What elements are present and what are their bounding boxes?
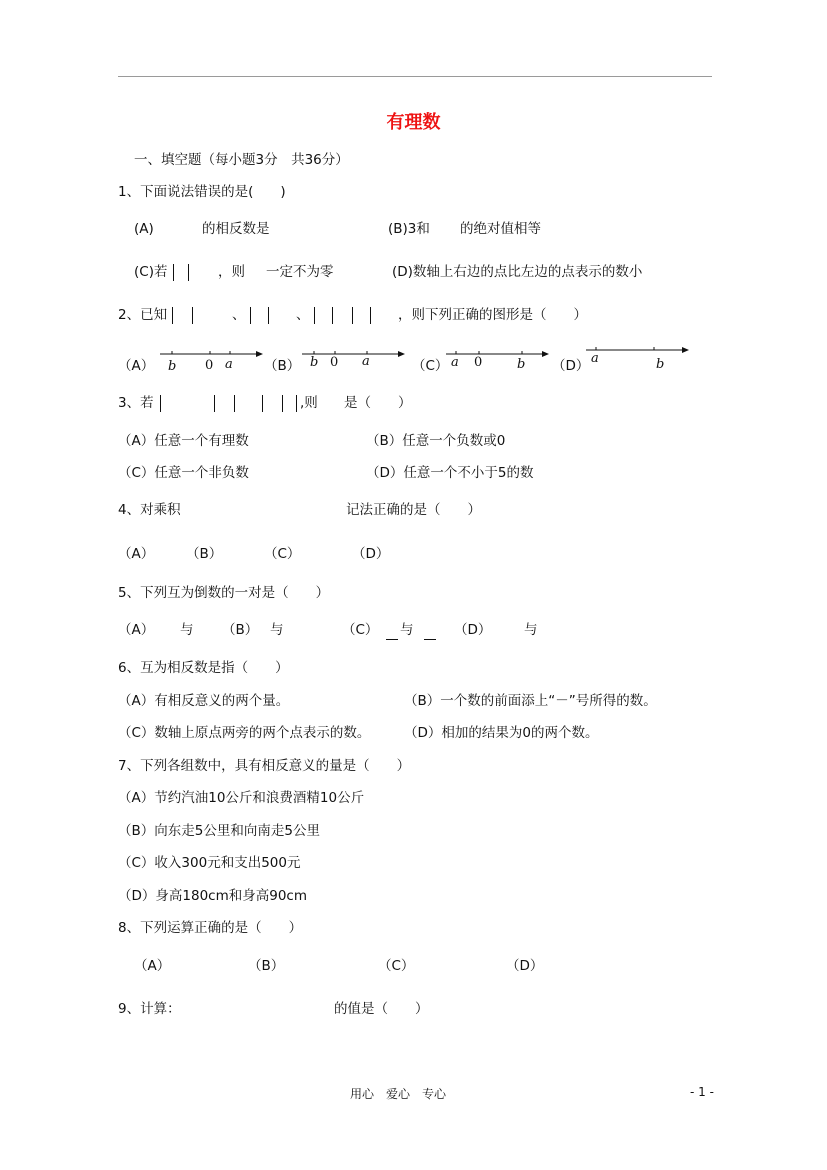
q2-tail: ，则下列正确的图形是（ ） xyxy=(398,307,587,323)
label-zero: 0 xyxy=(474,355,483,370)
q1-option-d: (D)数轴上右边的点比左边的点表示的数小 xyxy=(392,264,643,280)
question-6-stem: 6、互为相反数是指（ ） xyxy=(118,660,289,676)
q5-option-d-label: （D） xyxy=(454,622,492,638)
abs-bar xyxy=(352,307,353,324)
q6-option-a: （A）有相反意义的两个量。 xyxy=(118,693,290,709)
label-zero: 0 xyxy=(205,358,214,373)
label-b: b xyxy=(656,357,665,372)
question-2-stem: 2、已知 xyxy=(118,307,168,323)
q8-option-a: （A） xyxy=(134,958,171,974)
q2-separator: 、 xyxy=(232,307,246,323)
fraction-bar xyxy=(424,621,436,640)
question-9-stem: 9、计算： xyxy=(118,1001,181,1017)
label-b: b xyxy=(517,357,526,372)
q7-option-c: （C）收入300元和支出500元 xyxy=(118,855,301,871)
q1-option-c-mid: ，则 xyxy=(218,264,245,280)
number-line-b xyxy=(302,344,406,374)
abs-bar xyxy=(214,395,215,412)
q7-option-a: （A）节约汽油10公斤和浪费酒精10公斤 xyxy=(118,790,365,806)
question-5-stem: 5、下列互为倒数的一对是（ ） xyxy=(118,585,330,601)
q8-option-c: （C） xyxy=(378,958,415,974)
label-a: a xyxy=(362,354,370,369)
q3-option-b: （B）任意一个负数或0 xyxy=(366,433,506,449)
page-title: 有理数 xyxy=(386,112,441,133)
q6-option-b: （B）一个数的前面添上“－”号所得的数。 xyxy=(404,693,657,709)
q3-tail-2: 是（ ） xyxy=(344,395,412,411)
q4-option-c: （C） xyxy=(264,546,301,562)
q5-option-d-with: 与 xyxy=(524,622,538,638)
number-line-c xyxy=(446,344,550,374)
q1-option-b-label: (B)3和 xyxy=(388,221,430,237)
q8-option-d: （D） xyxy=(506,958,544,974)
abs-bar xyxy=(314,307,315,324)
label-a: a xyxy=(591,351,599,366)
abs-bar xyxy=(192,307,193,324)
fraction-bar xyxy=(386,621,398,640)
q5-option-c-label: （C） xyxy=(342,622,379,638)
abs-bar xyxy=(188,264,189,281)
abs-bar xyxy=(268,307,269,324)
abs-bar xyxy=(172,307,173,324)
question-4-stem: 4、对乘积 xyxy=(118,502,181,518)
header-rule xyxy=(118,76,712,77)
q2-option-d-label: （D） xyxy=(552,358,590,374)
q4-option-b: （B） xyxy=(186,546,223,562)
question-8-stem: 8、下列运算正确的是（ ） xyxy=(118,920,303,936)
q3-option-a: （A）任意一个有理数 xyxy=(118,433,249,449)
q4-tail: 记法正确的是（ ） xyxy=(346,502,481,518)
q3-option-c: （C）任意一个非负数 xyxy=(118,465,249,481)
q1-option-a-label: (A) xyxy=(134,221,154,237)
abs-bar xyxy=(173,264,174,281)
label-b: b xyxy=(310,355,319,370)
q6-option-c: （C）数轴上原点两旁的两个点表示的数。 xyxy=(118,725,371,741)
q1-option-a-text: 的相反数是 xyxy=(202,221,270,237)
q4-option-a: （A） xyxy=(118,546,155,562)
abs-bar xyxy=(262,395,263,412)
section-heading: 一、填空题（每小题3分 共36分） xyxy=(134,152,349,168)
label-zero: 0 xyxy=(330,355,339,370)
label-b: b xyxy=(168,359,177,374)
q8-option-b: （B） xyxy=(248,958,285,974)
q3-option-d: （D）任意一个不小于5的数 xyxy=(366,465,534,481)
label-a: a xyxy=(225,357,233,372)
q1-option-c-text: 一定不为零 xyxy=(266,264,334,280)
label-a: a xyxy=(451,355,459,370)
abs-bar xyxy=(282,395,283,412)
question-7-stem: 7、下列各组数中，具有相反意义的量是（ ） xyxy=(118,758,411,774)
q5-option-b-with: 与 xyxy=(270,622,284,638)
footer-motto: 用心 爱心 专心 xyxy=(350,1087,447,1101)
q3-tail: ,则 xyxy=(300,395,318,411)
page-number: - 1 - xyxy=(690,1085,714,1099)
abs-bar xyxy=(234,395,235,412)
number-line-a xyxy=(160,344,264,374)
q6-option-d: （D）相加的结果为0的两个数。 xyxy=(404,725,599,741)
abs-bar xyxy=(160,395,161,412)
q5-option-b-label: （B） xyxy=(222,622,259,638)
question-3-stem: 3、若 xyxy=(118,395,154,411)
q2-separator: 、 xyxy=(296,307,310,323)
question-1-stem: 1、下面说法错误的是( ) xyxy=(118,184,286,200)
q5-option-c-with: 与 xyxy=(400,622,414,638)
abs-bar xyxy=(250,307,251,324)
abs-bar xyxy=(370,307,371,324)
q2-option-a-label: （A） xyxy=(118,358,155,374)
number-line-d xyxy=(586,340,690,370)
q4-option-d: （D） xyxy=(352,546,390,562)
q9-tail: 的值是（ ） xyxy=(334,1001,429,1017)
q7-option-b: （B）向东走5公里和向南走5公里 xyxy=(118,823,320,839)
abs-bar xyxy=(296,395,297,412)
q7-option-d: （D）身高180cm和身高90cm xyxy=(118,888,307,904)
q2-option-c-label: （C） xyxy=(412,358,449,374)
abs-bar xyxy=(332,307,333,324)
q5-option-a-label: （A） xyxy=(118,622,155,638)
q1-option-b-text: 的绝对值相等 xyxy=(460,221,541,237)
q5-option-a-with: 与 xyxy=(180,622,194,638)
q1-option-c-label: (C)若 xyxy=(134,264,168,280)
q2-option-b-label: （B） xyxy=(264,358,301,374)
